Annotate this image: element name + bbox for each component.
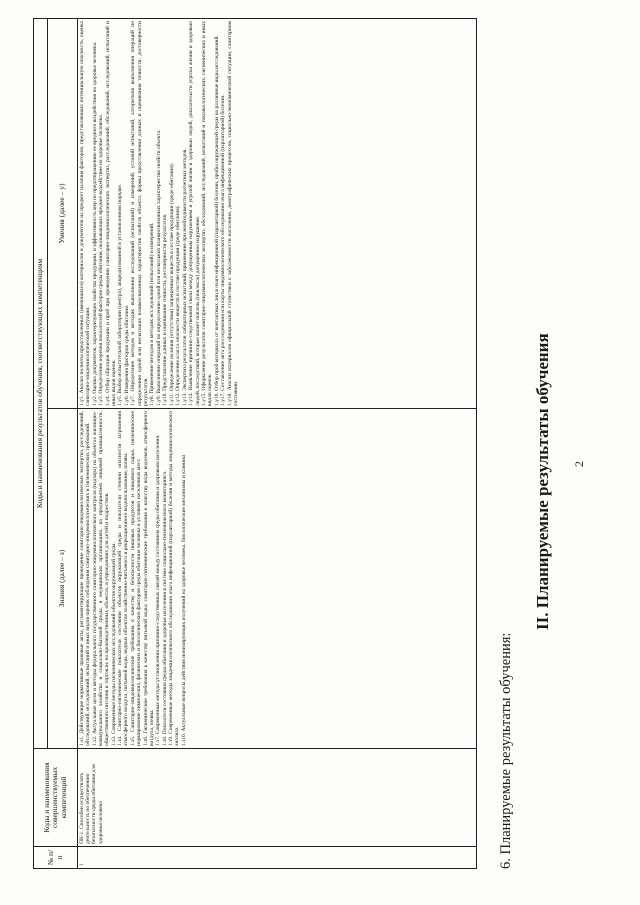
skills-cell [78,19,477,409]
header-knowledge: Знания (далее – з) [48,409,78,749]
page-number: 2 [572,461,586,467]
knowledge-item: 1.з9. Современные методы эпидемиологического обследования очага инфекционной (паразитарной) болезни и методы эпидемиологического анализа. [168,411,181,746]
skill-item: 1.у13. Экспертиза результатов лабораторных испытаний, применение при необходимости расчетных методов. [181,148,188,406]
knowledge-item: 1.з2. Актуальные цели и методы федерального государственного санитарно-эпидемиологического контроля (надзора) на объектах жилищно-коммунального хозяйства и социально-бытовой среды, в медицинских организациях, на предприятиях пищевой промышленности, общественного питания и торговли, на производственных объектах, в учреждениях для детей и подростков. [91,411,111,746]
header-results: Коды и наименования результатов обучения, соответствующих компетенциям [34,19,48,749]
row-number: 1 [78,847,477,869]
skill-item: 1.у10. Представление данных и оценивание точности, достоверности результатов. [162,213,169,406]
skill-item: 1.у2. Оценка документов, характеризующих свойства продукции, и эффективность мер по предотвращению ее вредного воздействия на здоровье человека. [91,41,98,406]
skill-item: 1.у7. Определение методов и методик выполнения исследований (испытаний) и измерений, условий испытаний, алгоритмов выполнения операций по определению одной или нескольких взаимосвязанных характеристик свойств объекта, формы представления данных и оценивания точности, достоверности результатов. [130,21,149,406]
section-title: II. Планируемые результаты обучения [533,333,552,630]
skill-item: 1.у8. Применение методов и методик исследований (испытаний) и измерений. [149,222,156,406]
knowledge-item: 1.з4. Санитарно-гигиенические показатели состояния объектов окружающей среды и показатели степени опасности загрязнения атмосферного воздуха, питьевой воды, водных объектов хозяйственно-питьевого и рекреационного водопользования, почвы. [117,411,130,746]
learning-outcomes-table [33,18,477,869]
skill-item: 1.у9. Выполнение операций по определению одной или нескольких взаимосвязанных характеристик свойств объекта. [155,129,162,406]
skill-item: 1.у17. Составление акта расследования или карты эпидемиологического обследования очага инфекционной (паразитарной) болезни. [220,94,227,406]
competence-cell: ПК-1. Способен осуществлять деятельность по обеспечению безопасности среды обитания для здоровья человека [78,749,477,847]
knowledge-item: 1.з10. Актуальные вопросы действия ионизирующих излучений на здоровье человека, биологические механизмы и клиника [180,454,187,746]
skill-item: 1.у5. Выбор испытательной лаборатории (центра), аккредитованной в установленном порядке. [117,183,124,406]
skill-item: 1.у11. Определение наличия (отсутствия) запрещенных веществ в составе продукции (среде обитания). [168,163,175,406]
knowledge-cell [78,409,477,749]
skill-item: 1.у1. Анализ полноты представленных (имеющихся) материалов и документов на предмет наличия факторов, представляющих потенциальную опасность, оценка санитарно-эпидемиологической ситуации. [79,21,92,406]
skill-item: 1.у18. Анализ материалов официальной статистики о заболеваемости населения, демографических процессов, социально-экономической ситуации, санитарном состоянии [226,21,239,406]
skill-item: 1.у15. Оформление результатов санитарно-эпидемиологических экспертиз, обследований, исследований, испытаний и токсикологических, гигиенических и иных видов оценок. [201,21,214,406]
knowledge-item: 1.з1. Действующие нормативные правовые акты, регламентирующие проведение санитарно-эпидемиологических экспертиз, расследований, обследований, исследований, испытаний и иных видов оценок соблюдения санитарно-эпидемиологических и гигиенических требований. [79,411,92,746]
header-codes: Коды и наименования совершенствуемых компетенций [34,749,78,847]
skill-item: 1.у14. Выявление причинно-следственной связи между допущенным нарушением и угрозой жизни и здоровью людей, доказательств угрозы жизни и здоровью людей, последствий, которые может повлечь (повлекло) допущенное нарушение. [188,21,201,406]
knowledge-item: 1.з7. Современные методы установления причинно-следственных связей между состоянием среды обитания и здоровьем населения. [155,434,162,746]
skill-item: 1.у12. Определение класса опасности веществ в составе продукции (среде обитания). [175,205,182,406]
header-num: № п/п [34,847,78,869]
knowledge-item: 1.з6. Гигиенические требования к качеству питьевой воды; санитарно-гигиенические требования к качеству воды водоемов, атмосферного воздуха, почвы. [142,411,155,746]
skill-item: 1.у6. Измерения факторов среды обитания. [123,304,130,406]
skill-item: 1.у3. Определение перечня показателей факторов среды обитания, оказывающих вредное воздействие на здоровье человека. [98,113,105,406]
knowledge-item: 1.з3. Современные методы гигиенических исследований объектов окружающей среды. [110,542,117,746]
skill-item: 1.у4. Отбор образцов продукции и проб при проведении санитарно-эпидемиологических экспертиз, расследований, обследований, исследований, испытаний и иных видов оценок. [104,21,117,406]
knowledge-item: 1.з5. Санитарно-эпидемиологические требования к качеству и безопасности пищевых продуктов и пищевого сырья, гигиеническое нормирование химических, физических и биологических факторов среды обитания человека в условиях населенных мест. [129,411,143,746]
header-skills: Умения (далее – у) [48,19,78,409]
subsection-title: 6. Планируемые результаты обучения: [498,632,514,869]
skill-item: 1.у16. Отбор проб материала от контактных лиц в очаге инфекционной (паразитарной) болезни, пробы окружающей среды на различные виды исследований. [213,35,220,406]
knowledge-item: 1.з8. Показатели состояния среды обитания и здоровья населения в системе социально-гигиенического мониторинга. [161,470,168,746]
